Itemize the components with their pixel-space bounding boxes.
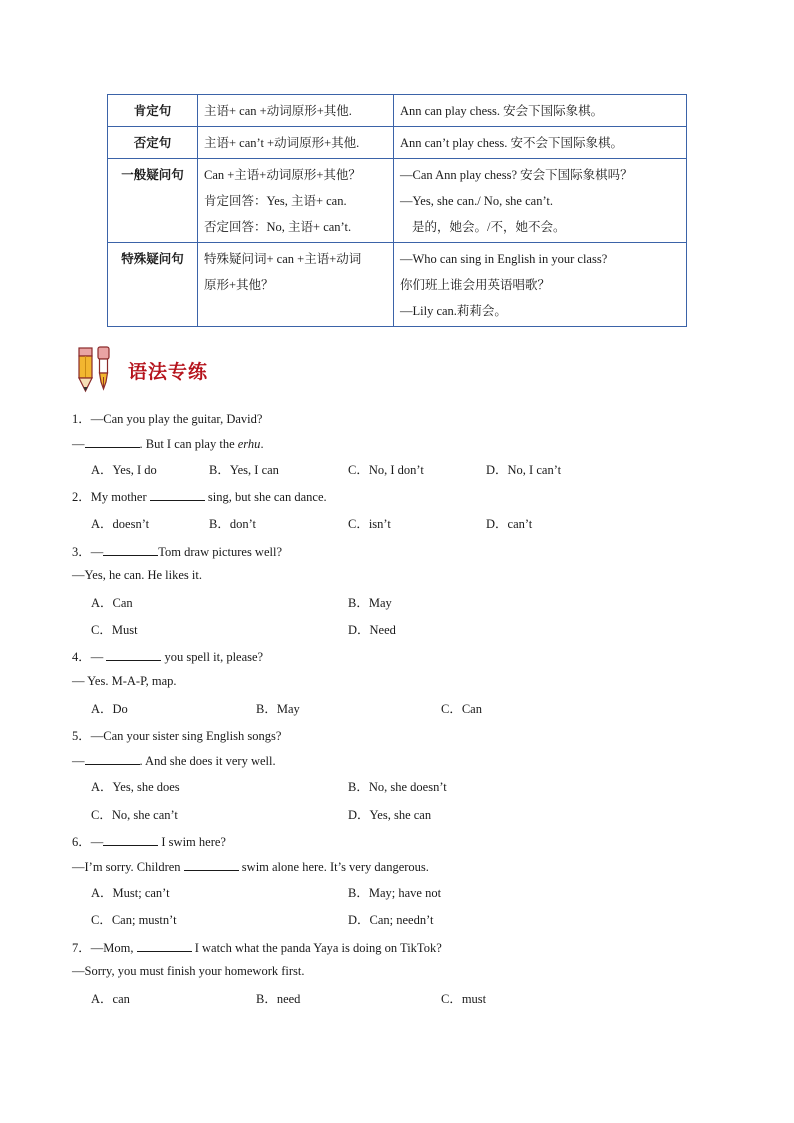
example-cell: —Can Ann play chess? 安会下国际象棋吗？ —Yes, she can./ No, she can’t. 是的，她会。/不，她不会。 <box>394 159 687 243</box>
question-7-answer-line: —Sorry, you must finish your homework first. <box>72 964 305 978</box>
option-a[interactable]: A．can <box>91 992 130 1006</box>
example-cell: —Who can sing in English in your class? 你们班上谁会用英语唱歌？ —Lily can.莉莉会。 <box>394 243 687 327</box>
option-a[interactable]: A．Do <box>91 702 128 716</box>
table-row <box>108 243 687 327</box>
question-1-answer-line: — . But I can play the erhu. <box>72 437 264 451</box>
sentence-type-cell: 特殊疑问句 <box>108 243 198 327</box>
section-header <box>76 344 276 394</box>
option-b[interactable]: B．don’t <box>209 517 256 531</box>
answer-blank[interactable] <box>184 858 239 871</box>
table-row <box>108 127 687 159</box>
option-d[interactable]: D．No, I can’t <box>486 463 562 477</box>
option-c[interactable]: C．Can; mustn’t <box>91 913 177 927</box>
option-b[interactable]: B．May <box>348 596 392 610</box>
pencil-and-pen-icon <box>76 344 120 394</box>
option-a[interactable]: A．doesn’t <box>91 517 150 531</box>
answer-blank[interactable] <box>106 648 161 661</box>
question-7-stem: 7．—Mom, I watch what the panda Yaya is doing on TikTok? <box>72 941 442 955</box>
sentence-type-cell: 肯定句 <box>108 95 198 127</box>
question-4-stem: 4．— you spell it, please? <box>72 650 264 664</box>
option-a[interactable]: A．Yes, she does <box>91 780 180 794</box>
structure-cell: Can +主语+动词原形+其他？ 肯定回答：Yes, 主语+ can. 否定回答：No, 主语+ can’t. <box>198 159 394 243</box>
question-1-stem: 1．—Can you play the guitar, David? <box>72 412 263 426</box>
option-c[interactable]: C．No, I don’t <box>348 463 424 477</box>
structure-cell: 特殊疑问词+ can +主语+动词 原形+其他？ <box>198 243 394 327</box>
answer-blank[interactable] <box>85 435 140 448</box>
question-2-stem: 2．My mother sing, but she can dance. <box>72 490 327 504</box>
option-c[interactable]: C．isn’t <box>348 517 391 531</box>
answer-blank[interactable] <box>85 752 140 765</box>
table-row <box>108 95 687 127</box>
option-c[interactable]: C．No, she can’t <box>91 808 178 822</box>
example-cell: Ann can play chess. 安会下国际象棋。 <box>394 95 687 127</box>
option-b[interactable]: B．No, she doesn’t <box>348 780 447 794</box>
question-4-answer-line: — Yes. M-A-P, map. <box>72 674 177 688</box>
grammar-table <box>107 94 687 327</box>
answer-blank[interactable] <box>137 939 192 952</box>
question-3-stem: 3．— Tom draw pictures well? <box>72 545 283 559</box>
option-a[interactable]: A．Can <box>91 596 133 610</box>
option-d[interactable]: D．Need <box>348 623 396 637</box>
sentence-type-cell: 否定句 <box>108 127 198 159</box>
section-title: 语法专练 <box>128 361 209 383</box>
example-cell: Ann can’t play chess. 安不会下国际象棋。 <box>394 127 687 159</box>
question-6-stem: 6．— I swim here? <box>72 835 226 849</box>
option-d[interactable]: D．Can; needn’t <box>348 913 434 927</box>
structure-cell: 主语+ can’t +动词原形+其他. <box>198 127 394 159</box>
option-a[interactable]: A．Must; can’t <box>91 886 170 900</box>
option-c[interactable]: C．Can <box>441 702 482 716</box>
option-a[interactable]: A．Yes, I do <box>91 463 157 477</box>
option-d[interactable]: D．Yes, she can <box>348 808 432 822</box>
option-b[interactable]: B．May; have not <box>348 886 442 900</box>
question-6-answer-line: —I’m sorry. Children swim alone here. It’s very dangerous. <box>72 860 429 874</box>
option-c[interactable]: C．must <box>441 992 487 1006</box>
option-d[interactable]: D．can’t <box>486 517 533 531</box>
option-b[interactable]: B．Yes, I can <box>209 463 279 477</box>
question-3-answer-line: —Yes, he can. He likes it. <box>72 568 202 582</box>
answer-blank[interactable] <box>150 488 205 501</box>
question-5-stem: 5．—Can your sister sing English songs? <box>72 729 282 743</box>
table-row <box>108 159 687 243</box>
sentence-type-cell: 一般疑问句 <box>108 159 198 243</box>
option-b[interactable]: B．need <box>256 992 301 1006</box>
structure-cell: 主语+ can +动词原形+其他. <box>198 95 394 127</box>
answer-blank[interactable] <box>103 543 158 556</box>
answer-blank[interactable] <box>103 833 158 846</box>
question-5-answer-line: — . And she does it very well. <box>72 754 276 768</box>
option-c[interactable]: C．Must <box>91 623 138 637</box>
option-b[interactable]: B．May <box>256 702 300 716</box>
